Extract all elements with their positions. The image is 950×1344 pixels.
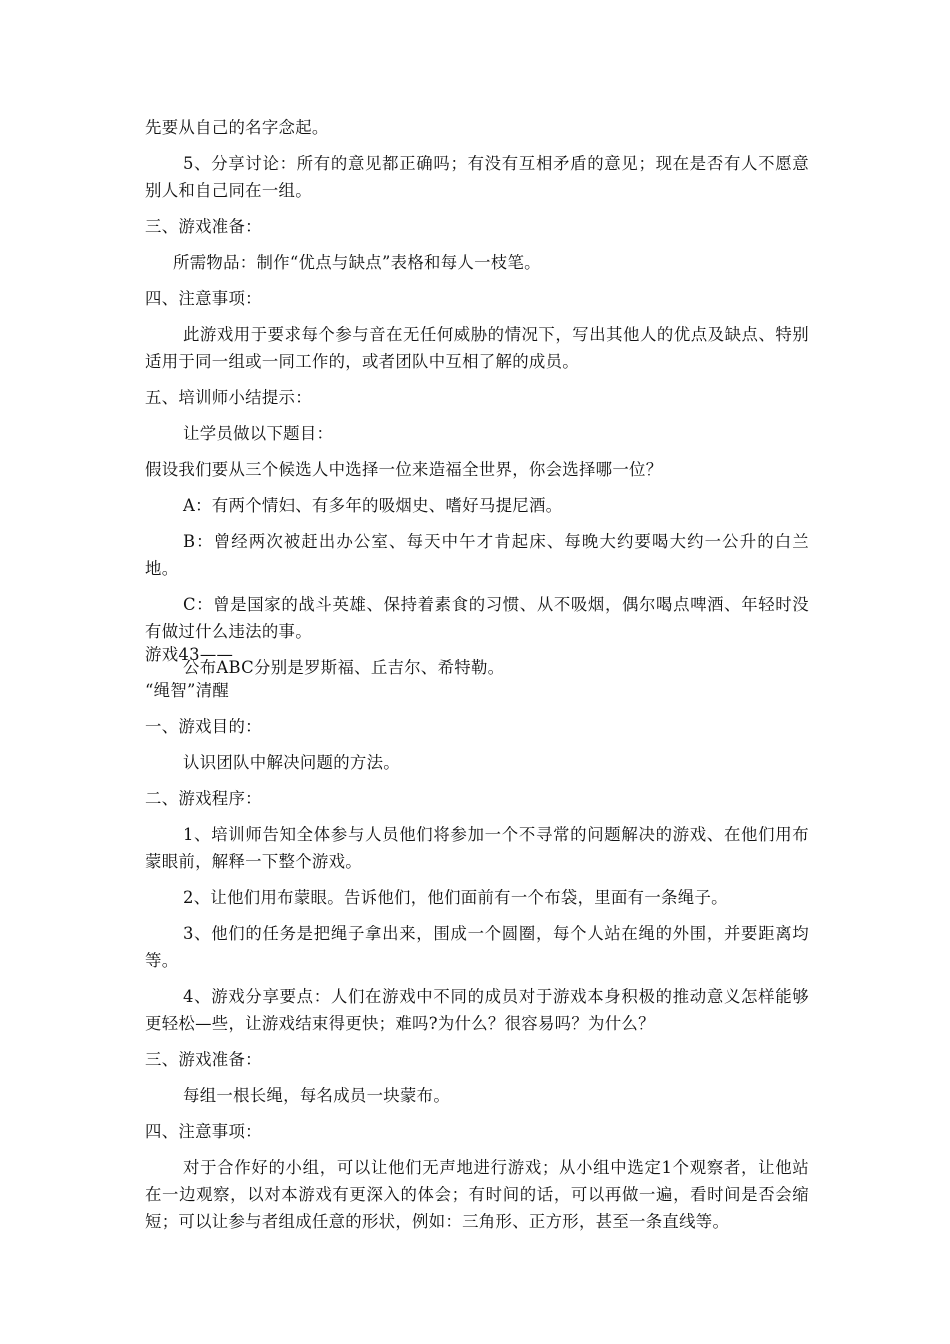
step-1: 1、培训师告知全体参与人员他们将参加一个不寻常的问题解决的游戏、在他们用布蒙眼前，解释一下整个游戏。 bbox=[145, 825, 809, 871]
section-1-body: 认识团队中解决问题的方法。 bbox=[183, 753, 400, 772]
option-b: B：曾经两次被赶出办公室、每天中午才肯起床、每晚大约要喝大约一公升的白兰地。 bbox=[145, 532, 809, 578]
option-a: A：有两个情妇、有多年的吸烟史、嗜好马提尼酒。 bbox=[183, 496, 563, 515]
step-2: 2、让他们用布蒙眼。告诉他们，他们面前有一个布袋，里面有一条绳子。 bbox=[183, 888, 728, 907]
section-3-heading-lower: 三、游戏准备： bbox=[145, 1050, 262, 1069]
section-2-heading: 二、游戏程序： bbox=[145, 789, 262, 808]
text-block-lower bbox=[145, 641, 809, 1235]
option-c: C：曾是国家的战斗英雄、保持着素食的习惯、从不吸烟，偶尔喝点啤酒、年轻时没有做过什么违法的事。 bbox=[145, 595, 809, 641]
section-4-body-lower: 对于合作好的小组，可以让他们无声地进行游戏；从小组中选定1个观察者，让他站在一边观察，以对本游戏有更深入的体会；有时间的话，可以再做一遍，看时间是否会缩短；可以让参与者组成任意的形状，例如：三角形、正方形，甚至一条直线等。 bbox=[145, 1158, 809, 1231]
game-number: 游戏43—— bbox=[145, 645, 234, 664]
section-3-heading: 三、游戏准备： bbox=[145, 217, 262, 236]
game-title: “绳智”清醒 bbox=[145, 681, 230, 700]
continued-line: 先要从自己的名字念起。 bbox=[145, 118, 329, 137]
section-5-prompt: 让学员做以下题目： bbox=[183, 424, 334, 443]
answer-reveal: 公布ABC分别是罗斯福、丘吉尔、希特勒。 bbox=[183, 658, 505, 677]
section-5-heading: 五、培训师小结提示： bbox=[145, 388, 312, 407]
section-3-body: 所需物品：制作“优点与缺点”表格和每人一枝笔。 bbox=[173, 253, 541, 272]
section-4-body: 此游戏用于要求每个参与音在无任何威胁的情况下，写出其他人的优点及缺点、特别适用于同一组或一同工作的，或者团队中互相了解的成员。 bbox=[145, 325, 809, 371]
section-3-body-lower: 每组一根长绳，每名成员一块蒙布。 bbox=[183, 1086, 451, 1105]
question-text: 假设我们要从三个候选人中选择一位来造福全世界，你会选择哪一位？ bbox=[145, 460, 663, 479]
text-block-upper bbox=[145, 114, 809, 681]
step-5-discussion: 5、分享讨论：所有的意见都正确吗；有没有互相矛盾的意见；现在是否有人不愿意别人和自己同在一组。 bbox=[145, 154, 809, 200]
step-4: 4、游戏分享要点：人们在游戏中不同的成员对于游戏本身积极的推动意义怎样能够更轻松—些，让游戏结束得更快；难吗?为什么？很容易吗？为什么？ bbox=[145, 987, 809, 1033]
section-1-heading: 一、游戏目的： bbox=[145, 717, 262, 736]
section-4-heading: 四、注意事项： bbox=[145, 289, 262, 308]
section-4-heading-lower: 四、注意事项： bbox=[145, 1122, 262, 1141]
step-3: 3、他们的任务是把绳子拿出来，围成一个圆圈，每个人站在绳的外围，并要距离均等。 bbox=[145, 924, 809, 970]
